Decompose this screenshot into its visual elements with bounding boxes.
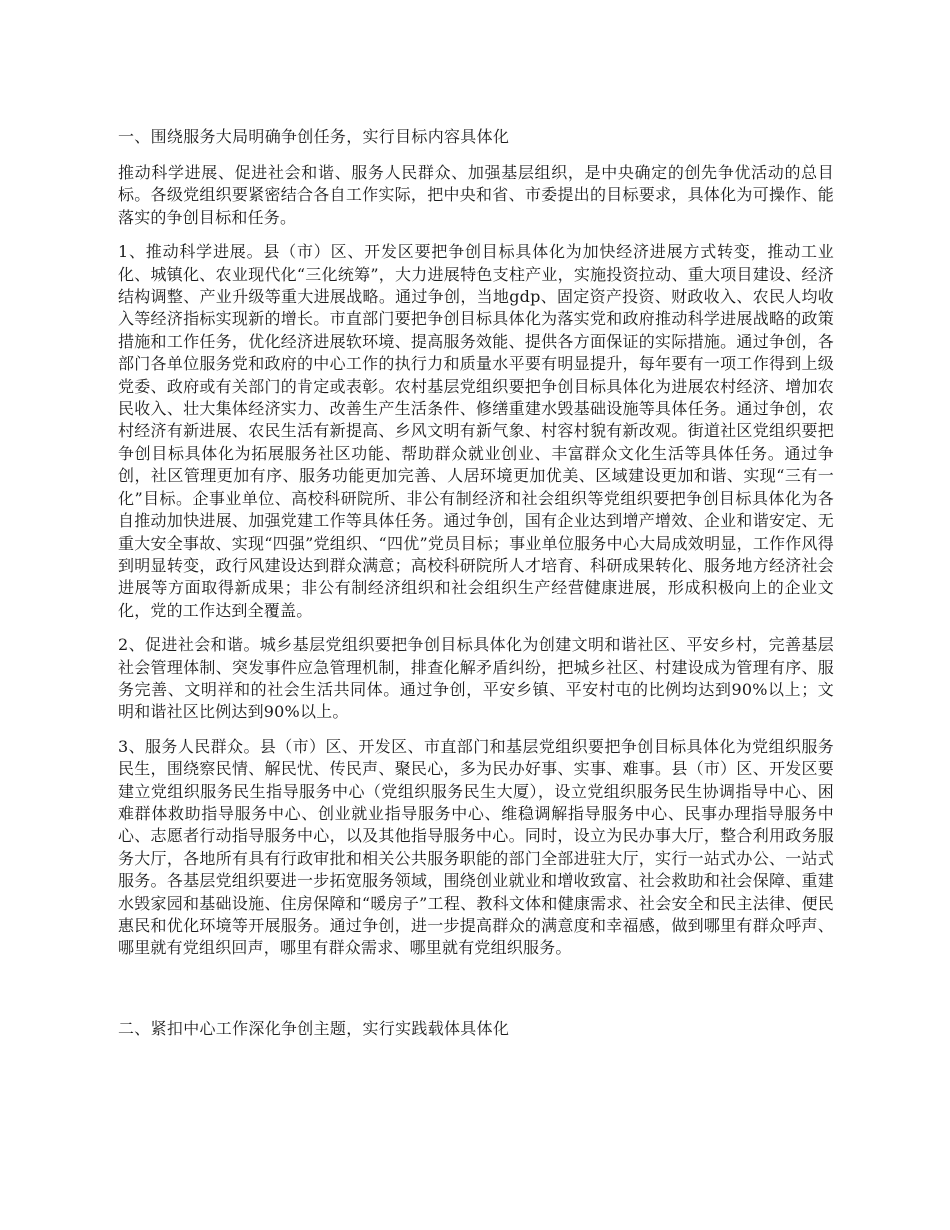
- document-page: [118, 124, 834, 1054]
- section-spacer: [118, 972, 834, 1000]
- section-heading-2: 二、紧扣中心工作深化争创主题，实行实践载体具体化: [118, 1018, 510, 1038]
- intro-paragraph: 推动科学进展、促进社会和谐、服务人民群众、加强基层组织，是中央确定的创先争优活动的总目标。各级党组织要紧密结合各自工作实际，把中央和省、市委提出的目标要求，具体化为可操作、能落实的争创目标和任务。: [118, 163, 834, 227]
- section-heading-1: 一、围绕服务大局明确争创任务，实行目标内容具体化: [118, 127, 510, 146]
- paragraph-serve-people: 3、服务人民群众。县（市）区、开发区、市直部门和基层党组织要把争创目标具体化为党组织服务民生，围绕察民情、解民忧、传民声、聚民心，多为民办好事、实事、难事。县（市）区、开发区要建立党组织服务民生指导服务中心（党组织服务民生大厦），设立党组织服务民生协调指导中心、困难群体救助指导服务中心、创业就业指导服务中心、维稳调解指导服务中心、民事办理指导服务中心、志愿者行动指导服务中心，以及其他指导服务中心。同时，设立为民办事大厅，整合利用政务服务大厅，各地所有具有行政审批和相关公共服务职能的部门全部进驻大厅，实行一站式办公、一站式服务。各基层党组织要进一步拓宽服务领域，围绕创业就业和增收致富、社会救助和社会保障、重建水毁家园和基础设施、住房保障和“暖房子”工程、教科文体和健康需求、社会安全和民主法律、便民惠民和优化环境等开展服务。通过争创，进一步提高群众的满意度和幸福感，做到哪里有群众呼声、哪里就有党组织回声，哪里有群众需求、哪里就有党组织服务。: [118, 736, 834, 958]
- paragraph-social-harmony: 2、促进社会和谐。城乡基层党组织要把争创目标具体化为创建文明和谐社区、平安乡村，完善基层社会管理体制、突发事件应急管理机制，排查化解矛盾纠纷，把城乡社区、村建设成为管理有序、服务完善、文明祥和的社会生活共同体。通过争创，平安乡镇、平安村屯的比例均达到90%以上；文明和谐社区比例达到90%以上。: [118, 635, 834, 722]
- paragraph-science-development: 1、推动科学进展。县（市）区、开发区要把争创目标具体化为加快经济进展方式转变，推动工业化、城镇化、农业现代化“三化统筹”，大力进展特色支柱产业，实施投资拉动、重大项目建设、经济结构调整、产业升级等重大进展战略。通过争创，当地gdp、固定资产投资、财政收入、农民人均收入等经济指标实现新的增长。市直部门要把争创目标具体化为落实党和政府推动科学进展战略的政策措施和工作任务，优化经济进展软环境、提高服务效能、提供各方面保证的实际措施。通过争创，各部门各单位服务党和政府的中心工作的执行力和质量水平要有明显提升，每年要有一项工作得到上级党委、政府或有关部门的肯定或表彰。农村基层党组织要把争创目标具体化为进展农村经济、增加农民收入、壮大集体经济实力、改善生产生活条件、修缮重建水毁基础设施等具体任务。通过争创，农村经济有新进展、农民生活有新提高、乡风文明有新气象、村容村貌有新改观。街道社区党组织要把争创目标具体化为拓展服务社区功能、帮助群众就业创业、丰富群众文化生活等具体任务。通过争创，社区管理更加有序、服务功能更加完善、人居环境更加优美、区域建设更加和谐、实现“三有一化”目标。企事业单位、高校科研院所、非公有制经济和社会组织等党组织要把争创目标具体化为各自推动加快进展、加强党建工作等具体任务。通过争创，国有企业达到增产增效、企业和谐安定、无重大安全事故、实现“四强”党组织、“四优”党员目标；事业单位服务中心大局成效明显，工作作风得到明显转变，政行风建设达到群众满意；高校科研院所人才培育、科研成果转化、服务地方经济社会进展等方面取得新成果；非公有制经济组织和社会组织生产经营健康进展，形成积极向上的企业文化，党的工作达到全覆盖。: [118, 242, 834, 620]
